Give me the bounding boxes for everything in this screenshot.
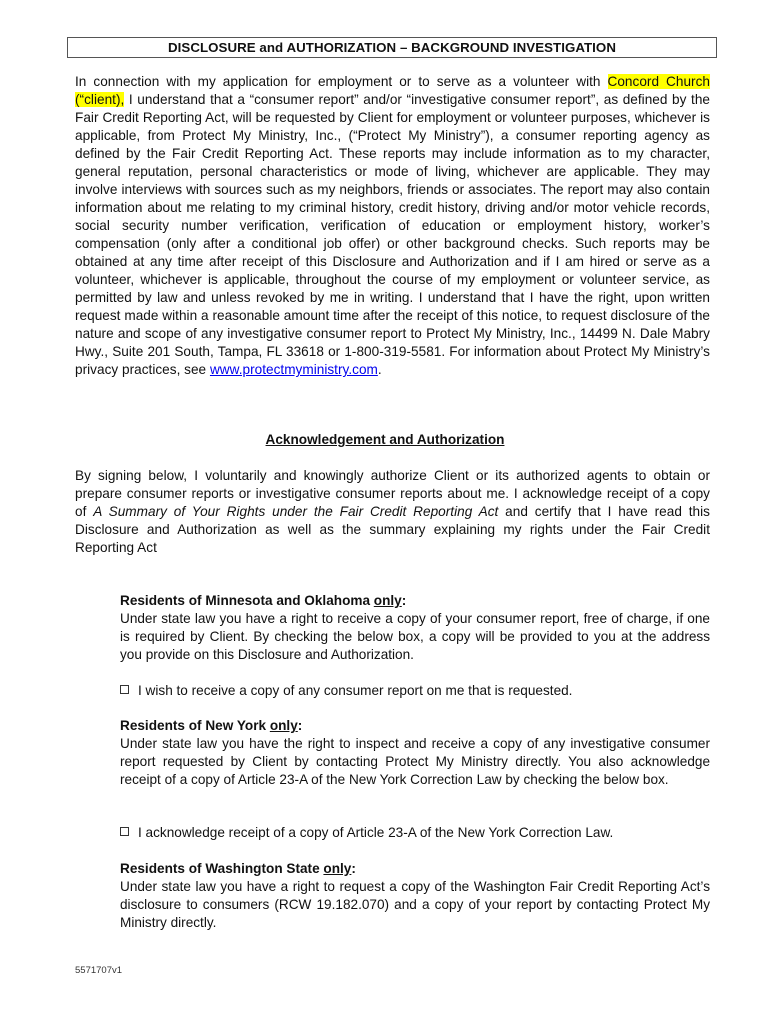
heading-text: Residents of New York [120, 718, 270, 733]
intro-end: . [377, 362, 382, 377]
mn-ok-checkbox-label: I wish to receive a copy of any consumer report on me that is requested. [138, 683, 573, 698]
wa-heading [120, 860, 710, 878]
ack-paragraph [75, 467, 710, 557]
website-link[interactable]: www.protectmyministry.com [209, 362, 378, 377]
mn-ok-section [120, 592, 710, 664]
document-code: 5571707v1 [75, 965, 123, 976]
heading-only: only [323, 861, 352, 876]
intro-text: In connection with my application for employment or to serve as a volunteer with [75, 74, 608, 89]
wa-section [120, 860, 710, 932]
heading-text: Residents of Washington State [120, 861, 324, 876]
document-title: DISCLOSURE and AUTHORIZATION – BACKGROUND INVESTIGATION [67, 37, 717, 58]
intro-text-continued: I understand that a “consumer report” and/or “investigative consumer report”, as defined by the Fair Credit Reporting Act, will be requested by Client for employment or volunteer purposes, whichever is applicable, from Protect My Ministry, Inc., (“Protect My Ministry”), a consumer reporting agency as defined by the Fair Credit Reporting Act. These reports may include information as to my character, general reputation, personal characteristics or mode of living, whichever are applicable. They may involve interviews with sources such as my neighbors, friends or associates. The report may also contain information about me relating to my criminal history, credit history, driving and/or motor vehicle records, social security number verification, verification of education or employment history, worker’s compensation (only after a conditional job offer) or other background checks. Such reports may be obtained at any time after receipt of this Disclosure and Authorization and if I am hired or serve as a volunteer, whichever is applicable, throughout the course of my employment or volunteer service, as permitted by law and unless revoked by me in writing. I understand that I have the right, upon written request made within a reasonable amount time after the receipt of this notice, to request disclosure of the nature and scope of any investigative consumer report to Protect My Ministry, Inc., 14499 N. Dale Mabry Hwy., Suite 201 South, Tampa, FL 33618 or 1-800-319-5581. For information about Protect My Ministry’s privacy practices, see [75, 92, 710, 377]
mn-ok-checkbox-row[interactable] [120, 682, 720, 700]
checkbox-icon[interactable] [120, 685, 129, 694]
ack-heading: Acknowledgement and Authorization [265, 432, 505, 447]
heading-colon: : [351, 861, 356, 876]
heading-text: Residents of Minnesota and Oklahoma [120, 593, 374, 608]
fcra-summary-title: A Summary of Your Rights under the Fair Credit Reporting Act [93, 504, 499, 519]
heading-only: only [269, 718, 298, 733]
heading-only: only [373, 593, 402, 608]
disclosure-paragraph [75, 73, 710, 379]
ny-checkbox-row[interactable] [120, 824, 720, 842]
checkbox-icon[interactable] [120, 827, 129, 836]
ny-body: Under state law you have the right to inspect and receive a copy of any investigative consumer report requested by Client by contacting Protect My Ministry directly. You also acknowledge receipt of a copy of Article 23-A of the New York Correction Law by checking the below box. [120, 736, 710, 787]
wa-body: Under state law you have a right to request a copy of the Washington Fair Credit Reporting Act’s disclosure to consumers (RCW 19.182.070) and a copy of your report by contacting Protect My Ministry directly. [120, 879, 710, 930]
heading-colon: : [297, 718, 303, 733]
ack-text: By signing below, I voluntarily and knowingly authorize Client or its authorized agents to obtain or prepare consumer reports or investigative consumer reports about me. I acknowledge receipt of a copy of [75, 468, 710, 519]
mn-ok-heading [120, 592, 710, 610]
ack-text-continued: and certify that I have read this Disclosure and Authorization as well as the summary explaining my rights under the Fair Credit Reporting Act [75, 504, 710, 555]
ny-checkbox-label: I acknowledge receipt of a copy of Article 23-A of the New York Correction Law. [138, 825, 614, 840]
client-name-highlight: Concord Church (“client), [75, 74, 710, 107]
mn-ok-body: Under state law you have a right to receive a copy of your consumer report, free of charge, if one is required by Client. By checking the below box, a copy will be provided to you at the address you provide on this Disclosure and Authorization. [120, 611, 710, 662]
ny-heading [120, 717, 710, 735]
heading-colon: : [401, 593, 407, 608]
ny-section [120, 717, 710, 789]
